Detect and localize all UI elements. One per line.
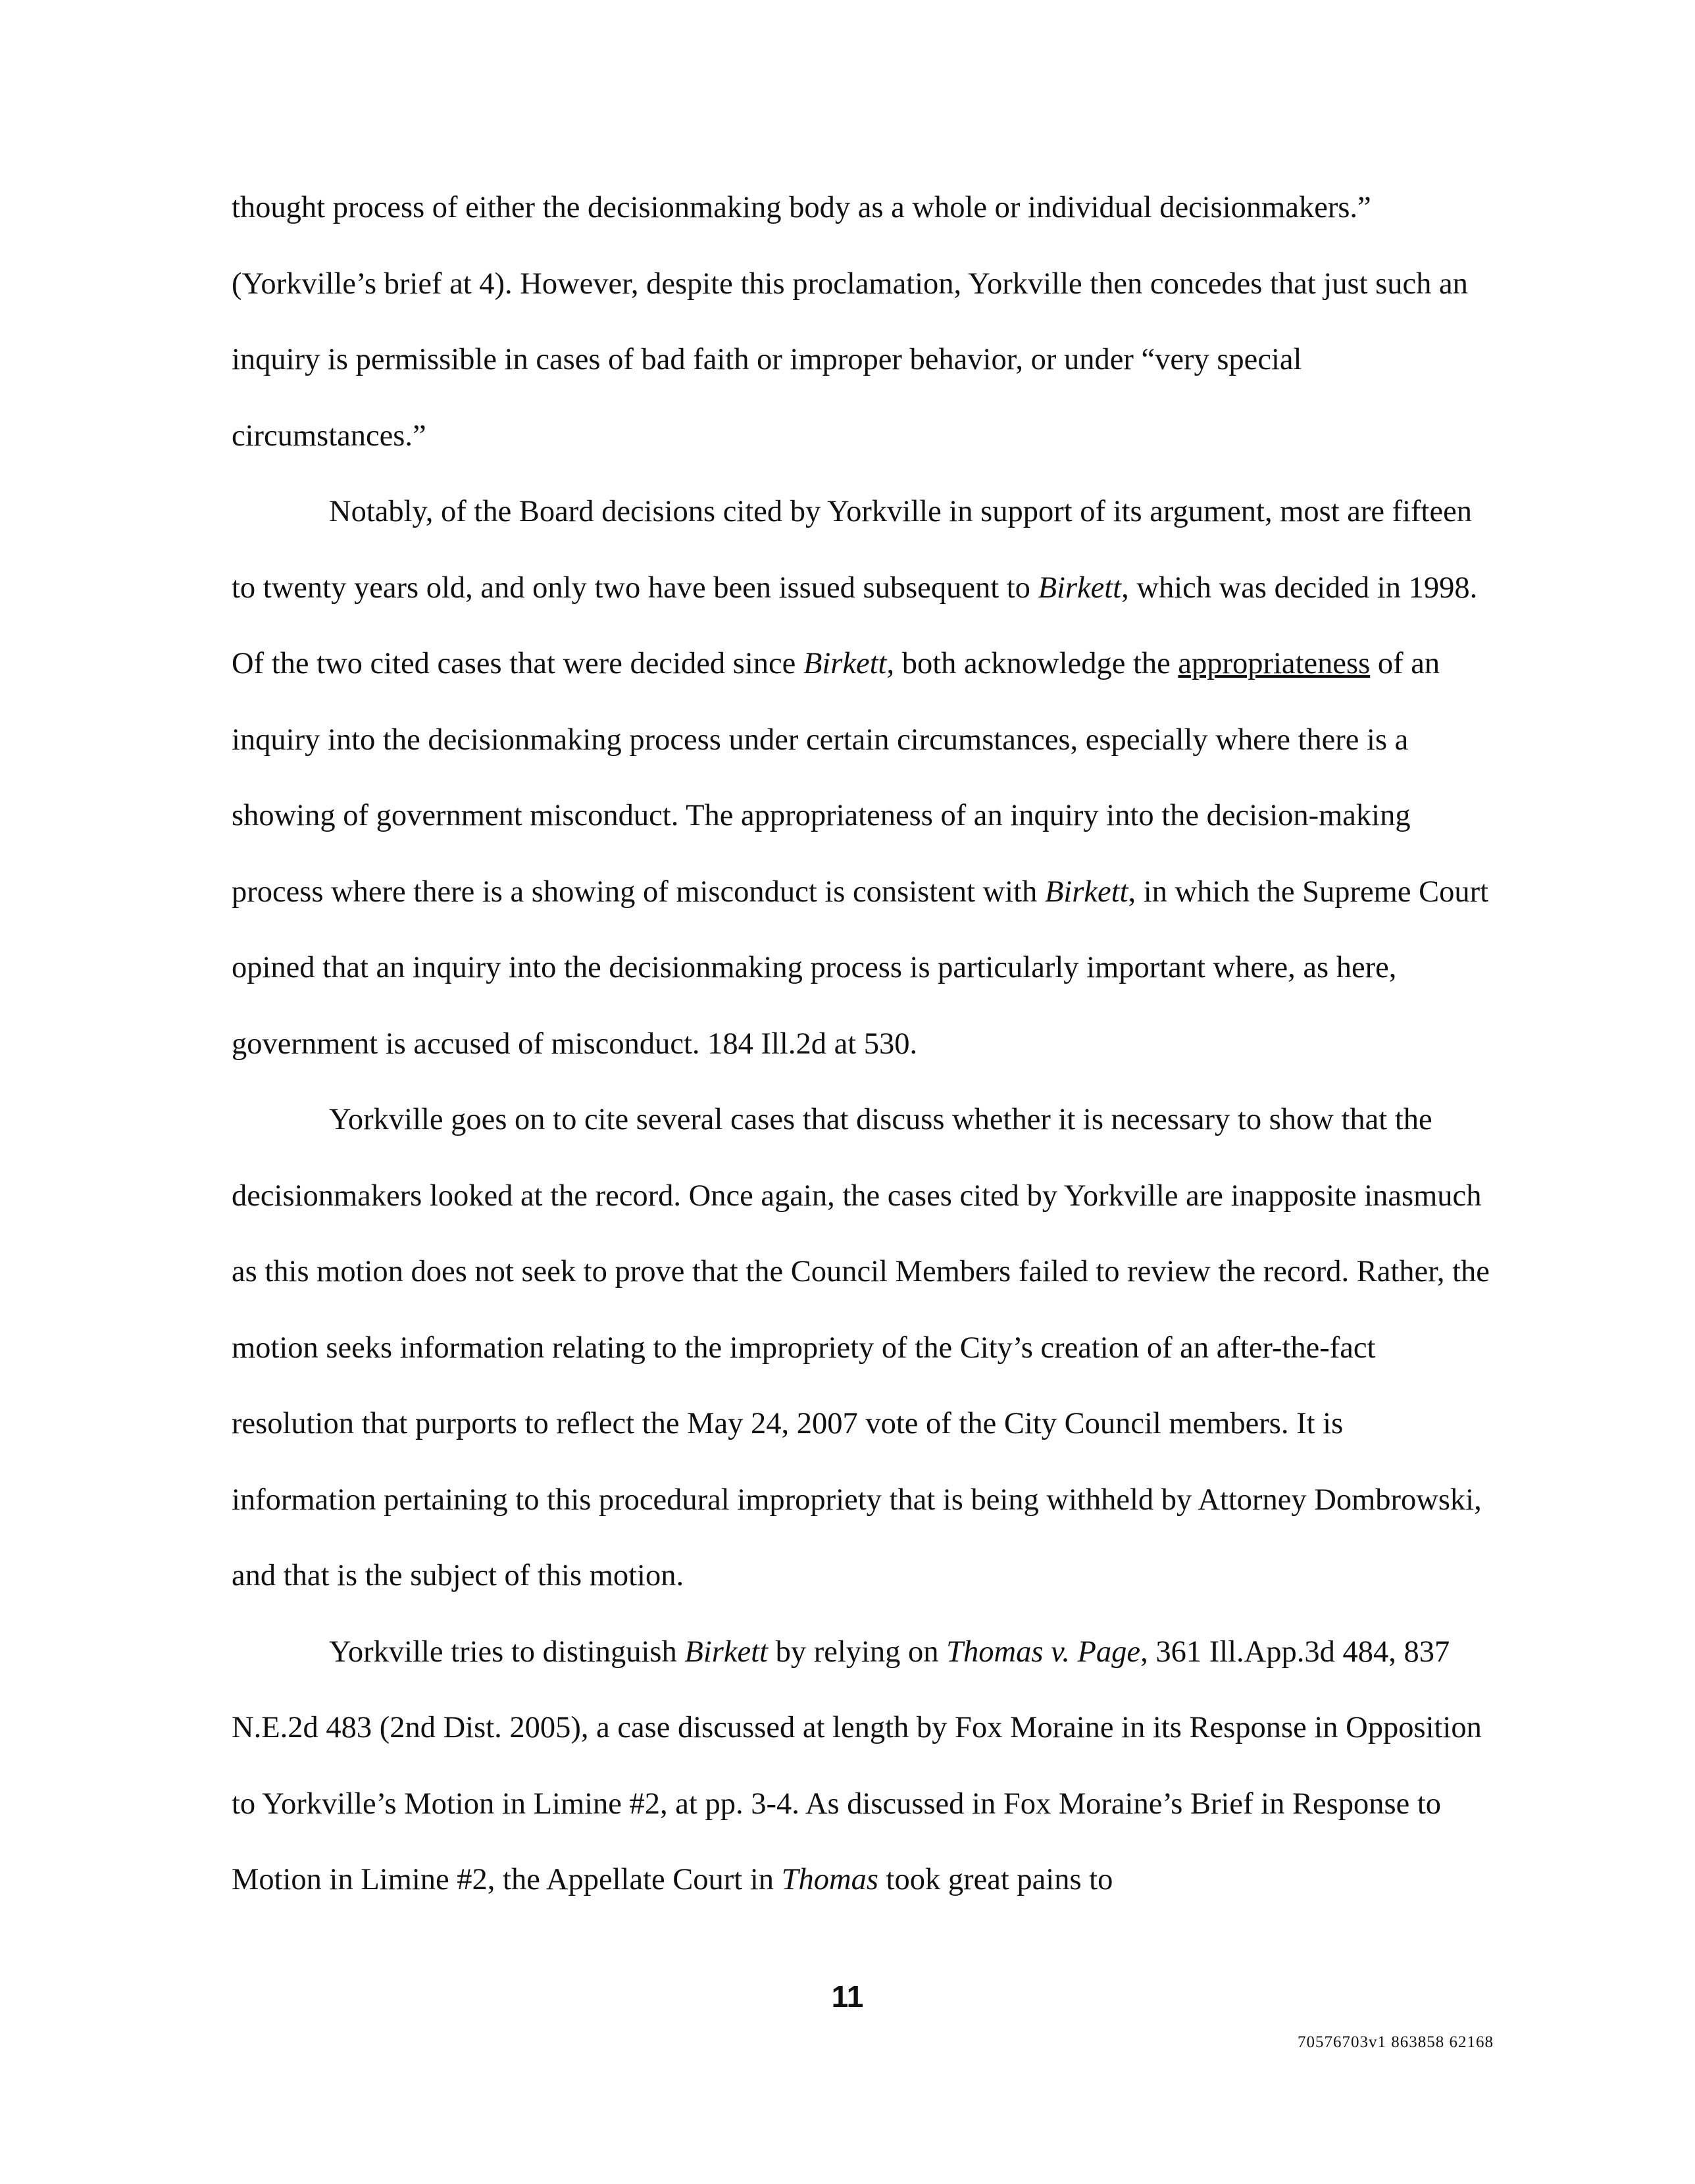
case-citation: Thomas xyxy=(781,1863,878,1896)
case-citation: Birkett xyxy=(1038,571,1122,605)
text-run: of an inquiry into the decisionmaking process under certain circumstances, especially where there is a showing of government misconduct. The appropriateness of an inquiry into the decision-making process where there is a showing of misconduct is consistent with xyxy=(232,647,1440,909)
case-citation: Birkett xyxy=(684,1635,768,1669)
document-body xyxy=(232,170,1495,1918)
text-run: , which was decided in 1998. Of the two cited cases that were decided since xyxy=(232,571,1478,680)
underlined-text: appropriateness xyxy=(1178,647,1371,680)
case-citation: Birkett xyxy=(1044,875,1128,909)
paragraph-p1 xyxy=(232,170,1495,474)
text-run: took great pains to xyxy=(878,1863,1113,1896)
text-run: Yorkville goes on to cite several cases that discuss whether it is necessary to show that the decisionmakers looked at the record. Once again, the cases cited by Yorkville are inapposite inasmuch as this motion does not seek to prove that the Council Members failed to review the record. Rather, the motion seeks information relating to the impropriety of the City’s creation of an after-the-fact resolution that purports to reflect the May 24, 2007 vote of the City Council members. It is information pertaining to this procedural impropriety that is being withheld by Attorney Dombrowski, and that is the subject of this motion. xyxy=(232,1103,1490,1592)
document-id: 70576703v1 863858 62168 xyxy=(1298,2033,1494,2051)
text-run: Notably, of the Board decisions cited by Yorkville in support of its argument, most are fifteen to twenty years old, and only two have been issued subsequent to xyxy=(232,495,1472,605)
text-run: by relying on xyxy=(767,1635,947,1669)
text-run: Yorkville tries to distinguish xyxy=(329,1635,685,1669)
text-run: , in which the Supreme Court opined that an inquiry into the decisionmaking process is particularly important where, as here, government is accused of misconduct. 184 Ill.2d at 530. xyxy=(232,875,1489,1061)
paragraph-p4 xyxy=(232,1614,1495,1918)
case-citation: Thomas v. Page xyxy=(946,1635,1141,1669)
text-run: , 361 Ill.App.3d 484, 837 N.E.2d 483 (2nd Dist. 2005), a case discussed at length by Fox Moraine in its Response in Opposition to Yorkville’s Motion in Limine #2, at pp. 3-4. As discussed in Fox Moraine’s Brief in Response to Motion in Limine #2, the Appellate Court in xyxy=(232,1635,1482,1896)
paragraph-p3 xyxy=(232,1082,1495,1614)
text-run: thought process of either the decisionmaking body as a whole or individual decisionmakers.” (Yorkville’s brief at 4). However, despite this proclamation, Yorkville then concedes that just such an inquiry is permissible in cases of bad faith or improper behavior, or under “very special circumstances.” xyxy=(232,191,1468,453)
case-citation: Birkett xyxy=(803,647,887,680)
text-run: , both acknowledge the xyxy=(886,647,1178,680)
paragraph-p2 xyxy=(232,474,1495,1082)
page-number: 11 xyxy=(831,1979,864,2014)
